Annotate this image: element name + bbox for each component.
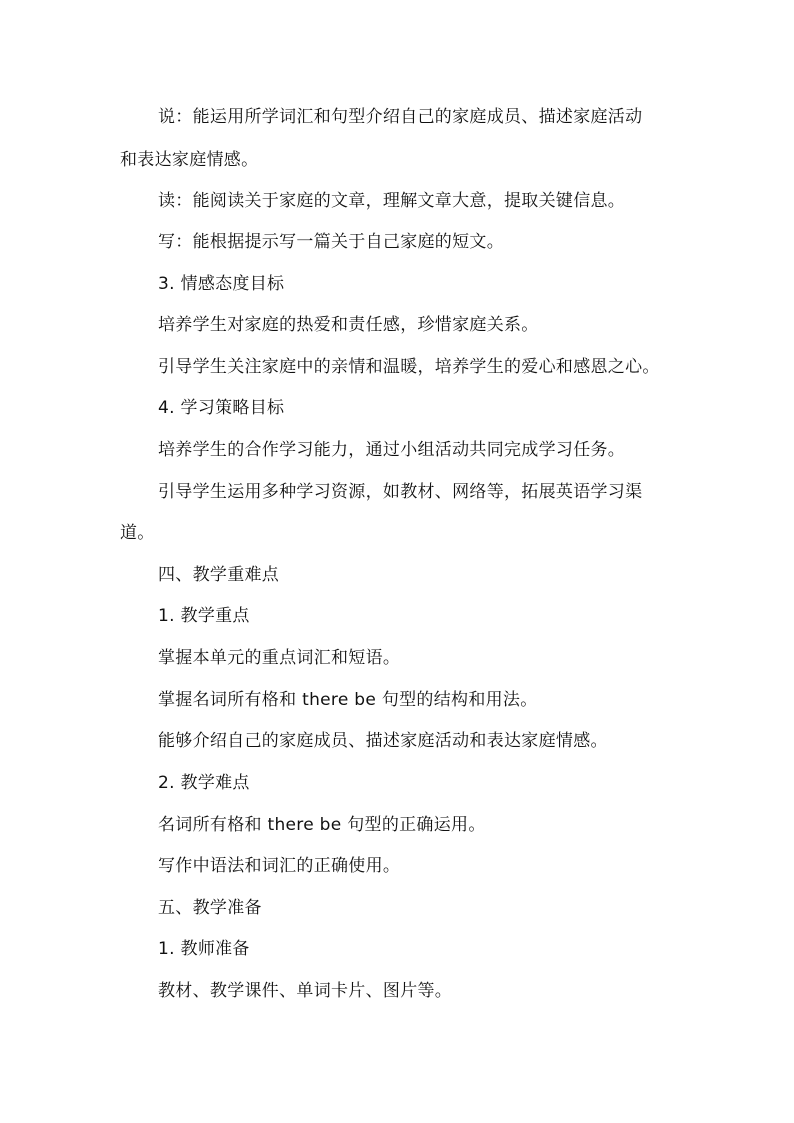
section-heading: 4. 学习策略目标	[158, 398, 285, 418]
paragraph-line: 写：能根据提示写一篇关于自己家庭的短文。	[158, 232, 504, 252]
paragraph-line: 引导学生关注家庭中的亲情和温暖，培养学生的爱心和感恩之心。	[158, 357, 660, 377]
paragraph-line: 能够介绍自己的家庭成员、描述家庭活动和表达家庭情感。	[158, 731, 608, 751]
paragraph-line: 名词所有格和 there be 句型的正确运用。	[158, 815, 486, 835]
chapter-heading: 五、教学准备	[158, 898, 262, 918]
section-heading: 2. 教学难点	[158, 773, 250, 793]
section-heading: 3. 情感态度目标	[158, 274, 285, 294]
paragraph-line: 说：能运用所学词汇和句型介绍自己的家庭成员、描述家庭活动	[158, 107, 643, 127]
paragraph-line: 读：能阅读关于家庭的文章，理解文章大意，提取关键信息。	[158, 191, 626, 211]
chapter-heading: 四、教学重难点	[158, 565, 280, 585]
paragraph-line: 培养学生对家庭的热爱和责任感，珍惜家庭关系。	[158, 315, 539, 335]
paragraph-line: 和表达家庭情感。	[120, 150, 259, 170]
paragraph-line: 引导学生运用多种学习资源，如教材、网络等，拓展英语学习渠	[158, 482, 643, 502]
section-heading: 1. 教学重点	[158, 606, 250, 626]
paragraph-line: 掌握本单元的重点词汇和短语。	[158, 648, 401, 668]
paragraph-line: 培养学生的合作学习能力，通过小组活动共同完成学习任务。	[158, 440, 626, 460]
paragraph-line: 掌握名词所有格和 there be 句型的结构和用法。	[158, 690, 538, 710]
paragraph-line: 写作中语法和词汇的正确使用。	[158, 856, 401, 876]
section-heading: 1. 教师准备	[158, 939, 250, 959]
paragraph-line: 道。	[120, 523, 155, 543]
paragraph-line: 教材、教学课件、单词卡片、图片等。	[158, 981, 453, 1001]
